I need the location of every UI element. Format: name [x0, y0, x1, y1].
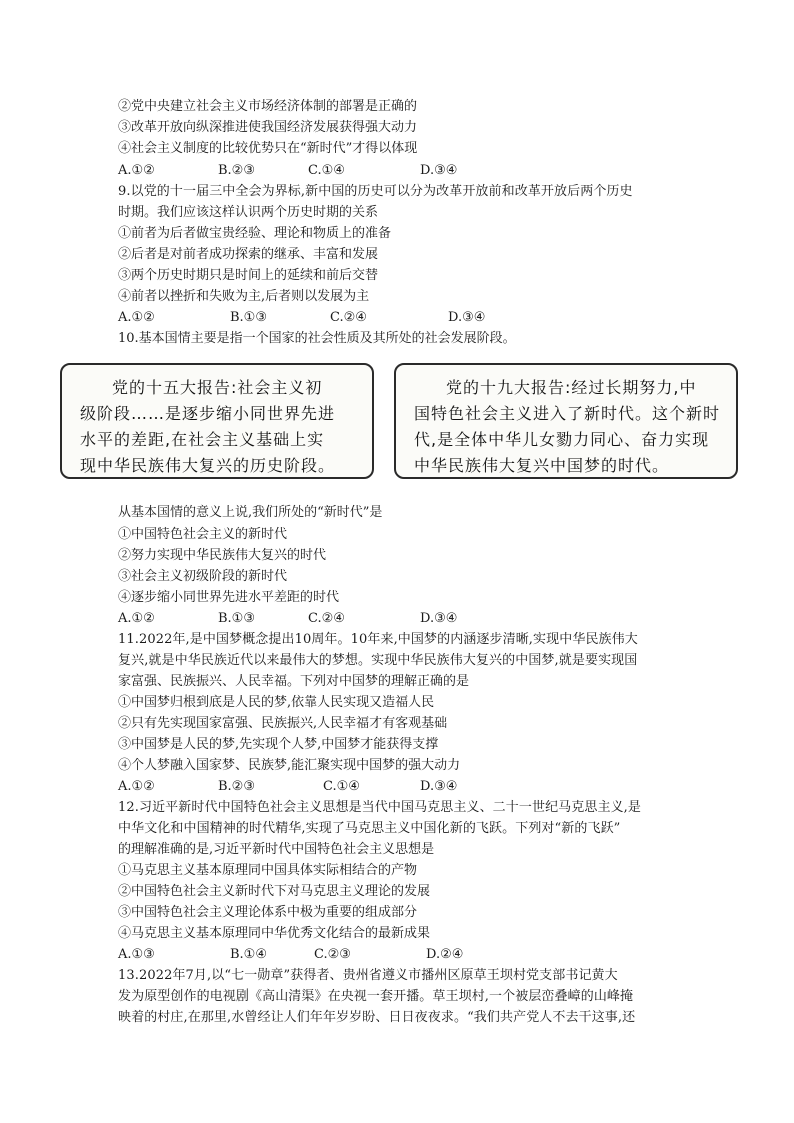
q8-item-4: ④社会主义制度的比较优势只在“新时代”才得以体现 [118, 141, 418, 156]
q9-stem-line-1: 9.以党的十一届三中全会为界标,新中国的历史可以分为改革开放前和改革开放后两个历史 [118, 184, 633, 199]
q9-item-3: ③两个历史时期只是时间上的延续和前后交替 [118, 268, 379, 283]
q10-item-3: ③社会主义初级阶段的新时代 [118, 569, 288, 584]
q13-stem-line-2: 发为原型创作的电视剧《高山清渠》在央视一套开播。草王坝村,一个被层峦叠嶂的山峰掩 [118, 989, 634, 1004]
q11-option-b: B.②③ [218, 779, 255, 794]
box-right-line-2: 国特色社会主义进入了新时代。这个新时 [414, 404, 721, 423]
q10-item-1: ①中国特色社会主义的新时代 [118, 527, 288, 542]
q10-option-d: D.③④ [420, 611, 458, 626]
q12-item-1: ①马克思主义基本原理同中国具体实际相结合的产物 [118, 863, 418, 878]
q9-option-c: C.②④ [330, 310, 367, 325]
q8-option-c: C.①④ [308, 163, 345, 178]
q11-stem-line-2: 复兴,就是中华民族近代以来最伟大的梦想。实现中华民族伟大复兴的中国梦,就是要实现国 [118, 653, 638, 668]
q12-option-d: D.②④ [426, 947, 464, 962]
q9-item-4: ④前者以挫折和失败为主,后者则以发展为主 [118, 289, 370, 304]
q11-item-4: ④个人梦融入国家梦、民族梦,能汇聚实现中国梦的强大动力 [118, 758, 461, 773]
q13-stem-line-1: 13.2022年7月,以“七一勋章”获得者、贵州省遵义市播州区原草王坝村党支部书记黄大 [118, 968, 618, 983]
q13-stem-line-3: 映着的村庄,在那里,水曾经让人们年年岁岁盼、日日夜夜求。“我们共产党人不去干这事,还 [118, 1010, 636, 1025]
q12-option-b: B.①④ [230, 947, 267, 962]
q12-stem-line-3: 的理解准确的是,习近平新时代中国特色社会主义思想是 [118, 842, 435, 857]
q9-item-2: ②后者是对前者成功探索的继承、丰富和发展 [118, 247, 379, 262]
box-left-line-4: 现中华民族伟大复兴的历史阶段。 [80, 456, 336, 475]
q12-option-c: C.②③ [314, 947, 351, 962]
q11-item-3: ③中国梦是人民的梦,先实现个人梦,中国梦才能获得支撑 [118, 737, 439, 752]
q12-item-4: ④马克思主义基本原理同中华优秀文化结合的最新成果 [118, 926, 431, 941]
q10-item-2: ②努力实现中华民族伟大复兴的时代 [118, 548, 327, 563]
q10-item-4: ④逐步缩小同世界先进水平差距的时代 [118, 590, 340, 605]
q8-item-2: ②党中央建立社会主义市场经济体制的部署是正确的 [118, 99, 418, 114]
q8-item-3: ③改革开放向纵深推进使我国经济发展获得强大动力 [118, 120, 418, 135]
q10-material-box-left [60, 363, 374, 479]
q10-question: 从基本国情的意义上说,我们所处的“新时代”是 [118, 505, 383, 520]
q10-material-box-right [394, 363, 738, 479]
q9-option-a: A.①② [118, 310, 155, 325]
q12-stem-line-1: 12.习近平新时代中国特色社会主义思想是当代中国马克思主义、二十一世纪马克思主义,是 [118, 800, 642, 815]
q11-option-a: A.①② [118, 779, 155, 794]
q11-option-d: D.③④ [420, 779, 458, 794]
q9-item-1: ①前者为后者做宝贵经验、理论和物质上的准备 [118, 226, 392, 241]
q11-item-2: ②只有先实现国家富强、民族振兴,人民幸福才有客观基础 [118, 716, 448, 731]
box-left-line-2: 级阶段……是逐步缩小同世界先进 [80, 404, 336, 423]
q11-stem-line-3: 家富强、民族振兴、人民幸福。下列对中国梦的理解正确的是 [118, 674, 470, 689]
q11-stem-line-1: 11.2022年,是中国梦概念提出10周年。10年来,中国梦的内涵逐步清晰,实现中华民族伟大 [118, 632, 638, 647]
q12-option-a: A.①③ [118, 947, 155, 962]
q9-option-d: D.③④ [448, 310, 486, 325]
box-left-line-3: 水平的差距,在社会主义基础上实 [80, 430, 325, 449]
q8-option-b: B.②③ [218, 163, 255, 178]
q10-option-a: A.①② [118, 611, 155, 626]
box-right-line-3: 代,是全体中华儿女勠力同心、奋力实现 [414, 430, 710, 449]
box-right-line-4: 中华民族伟大复兴中国梦的时代。 [414, 456, 670, 475]
q8-option-d: D.③④ [420, 163, 458, 178]
q10-option-b: B.①③ [218, 611, 255, 626]
box-left-line-1: 党的十五大报告:社会主义初 [112, 378, 323, 397]
q9-option-b: B.①③ [230, 310, 267, 325]
box-right-line-1: 党的十九大报告:经过长期努力,中 [446, 378, 697, 397]
q8-option-a: A.①② [118, 163, 155, 178]
q12-item-2: ②中国特色社会主义新时代下对马克思主义理论的发展 [118, 884, 431, 899]
q12-item-3: ③中国特色社会主义理论体系中极为重要的组成部分 [118, 905, 418, 920]
q10-stem: 10.基本国情主要是指一个国家的社会性质及其所处的社会发展阶段。 [118, 331, 516, 346]
q11-option-c: C.①④ [323, 779, 360, 794]
q10-option-c: C.②④ [308, 611, 345, 626]
q9-stem-line-2: 时期。我们应该这样认识两个历史时期的关系 [118, 205, 379, 220]
q11-item-1: ①中国梦归根到底是人民的梦,依靠人民实现又造福人民 [118, 695, 435, 710]
q12-stem-line-2: 中华文化和中国精神的时代精华,实现了马克思主义中国化新的飞跃。下列对“新的飞跃” [118, 821, 621, 836]
